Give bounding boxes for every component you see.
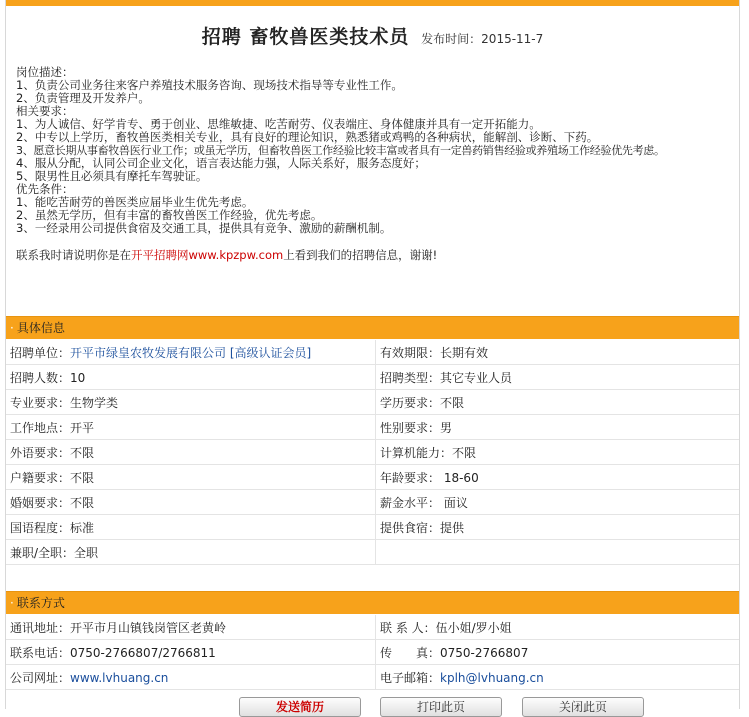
- info-row: [6, 490, 739, 515]
- info-label: 联系电话：: [10, 645, 71, 660]
- info-row: [6, 515, 739, 540]
- info-label: 兼职/全职：: [10, 545, 75, 560]
- info-value: 伍小姐/罗小姐: [435, 620, 512, 635]
- info-label: 招聘人数：: [10, 370, 71, 385]
- info-cell: [6, 465, 376, 490]
- contact-note: 联系我时请说明你是在开平招聘网www.kpzpw.com上看到我们的招聘信息，谢谢!: [16, 248, 438, 262]
- info-label: 薪金水平：: [380, 495, 441, 510]
- close-page-button[interactable]: 关闭此页: [522, 697, 644, 717]
- info-label: 招聘单位：: [10, 345, 71, 360]
- info-value: 开平: [70, 420, 95, 435]
- info-label: 计算机能力：: [380, 445, 453, 460]
- info-label: 学历要求：: [380, 395, 441, 410]
- info-value: 标准: [70, 520, 95, 535]
- info-value: 不限: [70, 495, 95, 510]
- description-line: 优先条件：: [16, 182, 74, 196]
- print-page-button[interactable]: 打印此页: [380, 697, 502, 717]
- description-line: 2、虽然无学历，但有丰富的畜牧兽医工作经验，优先考虑。: [16, 208, 323, 222]
- info-label: 专业要求：: [10, 395, 71, 410]
- info-row: [6, 365, 739, 390]
- info-label: 招聘类型：: [380, 370, 441, 385]
- info-label: 有效期限：: [380, 345, 441, 360]
- info-cell: [6, 515, 376, 540]
- info-cell: [6, 340, 376, 365]
- info-row: [6, 540, 739, 565]
- description-line: 相关要求：: [16, 104, 74, 118]
- info-value: 男: [440, 420, 453, 435]
- site-link[interactable]: 开平招聘网www.kpzpw.com: [131, 248, 284, 262]
- job-description: [16, 66, 731, 262]
- info-cell: [6, 615, 376, 640]
- contacts-table: [6, 615, 739, 690]
- info-cell: [6, 365, 376, 390]
- info-row: [6, 665, 739, 690]
- description-line: 4、服从分配，认同公司企业文化，语言表达能力强，人际关系好，服务态度好；: [16, 156, 426, 170]
- info-link[interactable]: kplh@lvhuang.cn: [440, 670, 544, 685]
- info-value: 0750-2766807/2766811: [70, 645, 216, 660]
- info-value: 不限: [452, 445, 477, 460]
- description-line: 5、限男性且必须具有摩托车驾驶证。: [16, 169, 208, 183]
- info-cell: [376, 665, 740, 690]
- send-resume-button[interactable]: 发送简历: [239, 697, 361, 717]
- publish-date: 发布时间：2015-11-7: [421, 32, 544, 46]
- info-cell: [376, 465, 740, 490]
- info-value: 其它专业人员: [440, 370, 513, 385]
- info-label: 婚姻要求：: [10, 495, 71, 510]
- info-cell: [6, 490, 376, 515]
- info-cell: [376, 440, 740, 465]
- info-cell: [6, 390, 376, 415]
- info-cell: [6, 640, 376, 665]
- job-detail-panel: [5, 0, 740, 714]
- info-value: 面议: [440, 495, 468, 510]
- info-label: 户籍要求：: [10, 470, 71, 485]
- info-value: 不限: [440, 395, 465, 410]
- info-label: 提供食宿：: [380, 520, 441, 535]
- info-value: 不限: [70, 470, 95, 485]
- info-cell: [6, 665, 376, 690]
- info-row: [6, 415, 739, 440]
- details-heading: 具体信息: [16, 321, 65, 335]
- info-value: 提供: [440, 520, 465, 535]
- info-label: 通讯地址：: [10, 620, 71, 635]
- info-label: 国语程度：: [10, 520, 71, 535]
- info-value: 0750-2766807: [440, 645, 529, 660]
- info-row: [6, 615, 739, 640]
- description-line: 2、负责管理及开发养户。: [16, 91, 150, 105]
- info-label: 公司网址：: [10, 670, 71, 685]
- description-line: 3、愿意长期从事畜牧兽医行业工作；或虽无学历，但畜牧兽医工作经验比较丰富或者具有一定兽药销售经验或养殖场工作经验优先考虑。: [16, 144, 665, 157]
- info-row: [6, 340, 739, 365]
- info-row: [6, 640, 739, 665]
- contacts-heading: 联系方式: [16, 596, 65, 610]
- description-line: 1、负责公司业务往来客户养殖技术服务咨询、现场技术指导等专业性工作。: [16, 78, 403, 92]
- info-value: 生物学类: [70, 395, 119, 410]
- job-title: 招聘 畜牧兽医类技术员: [201, 26, 410, 48]
- info-cell: [6, 415, 376, 440]
- info-value: 10: [70, 370, 86, 385]
- info-label: 联 系 人：: [380, 620, 436, 635]
- info-label: 电子邮箱：: [380, 670, 441, 685]
- info-value: 全职: [74, 545, 99, 560]
- description-line: 岗位描述：: [16, 65, 74, 79]
- info-row: [6, 465, 739, 490]
- details-table: [6, 340, 739, 565]
- info-label: 工作地点：: [10, 420, 71, 435]
- info-cell: [376, 390, 740, 415]
- info-cell: [376, 540, 740, 565]
- details-section-header: · 具体信息: [6, 316, 739, 339]
- info-label: 传 真：: [380, 645, 441, 660]
- info-cell: [376, 340, 740, 365]
- description-line: 1、能吃苦耐劳的兽医类应届毕业生优先考虑。: [16, 195, 254, 209]
- info-link[interactable]: www.lvhuang.cn: [70, 670, 169, 685]
- info-value: 18-60: [440, 470, 479, 485]
- info-row: [6, 390, 739, 415]
- description-line: 3、一经录用公司提供食宿及交通工具，提供具有竞争、激励的薪酬机制。: [16, 221, 392, 235]
- info-cell: [6, 440, 376, 465]
- description-line: 1、为人诚信、好学肯专、勇于创业、思维敏捷、吃苦耐劳、仪表端庄、身体健康并具有一定开拓能力。: [16, 117, 541, 131]
- info-cell: [376, 415, 740, 440]
- info-cell: [6, 540, 376, 565]
- info-cell: [376, 515, 740, 540]
- job-title-row: [6, 22, 739, 49]
- info-value: 开平市月山镇钱岗管区老黄岭: [70, 620, 227, 635]
- info-label: 外语要求：: [10, 445, 71, 460]
- info-cell: [376, 640, 740, 665]
- info-row: [6, 440, 739, 465]
- info-cell: [376, 490, 740, 515]
- info-cell: [376, 365, 740, 390]
- info-label: 性别要求：: [380, 420, 441, 435]
- info-label: 年龄要求：: [380, 470, 441, 485]
- info-cell: [376, 615, 740, 640]
- info-value: 长期有效: [440, 345, 489, 360]
- description-line: 2、中专以上学历，畜牧兽医类相关专业，具有良好的理论知识，熟悉猪或鸡鸭的各种病状，能解剖、诊断、下药。: [16, 130, 599, 144]
- contacts-section-header: · 联系方式: [6, 591, 739, 614]
- info-link[interactable]: 开平市绿皇农牧发展有限公司 [高级认证会员]: [70, 345, 312, 360]
- info-value: 不限: [70, 445, 95, 460]
